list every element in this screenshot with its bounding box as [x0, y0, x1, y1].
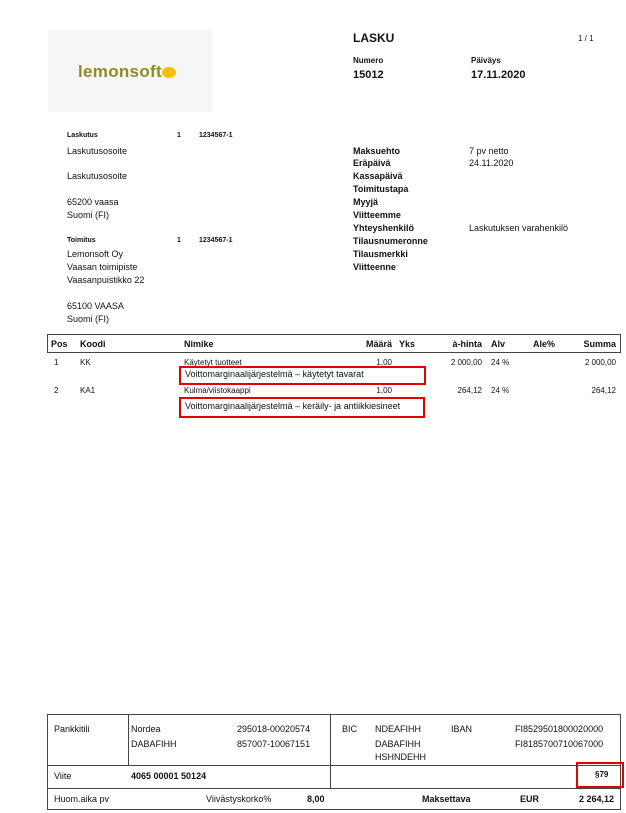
- our-reference-label: Viitteemme: [353, 210, 401, 220]
- col-header-unit-price: à-hinta: [452, 339, 482, 349]
- billing-customer-id: 1234567-1: [199, 132, 233, 139]
- row2-pos: 2: [54, 386, 59, 395]
- iban-label: IBAN: [451, 724, 473, 734]
- delivery-count: 1: [177, 237, 181, 244]
- delivery-address-line: Lemonsoft Oy: [67, 249, 124, 259]
- col-header-vat: Alv: [491, 339, 506, 349]
- table-header-rule: [47, 352, 621, 353]
- billing-address-line: Laskutusosoite: [67, 146, 128, 156]
- row2-quantity: 1,00: [376, 386, 392, 395]
- row1-item: Käytetyt tuotteet: [184, 358, 242, 367]
- delivery-customer-id: 1234567-1: [199, 237, 233, 244]
- late-interest-value: 8,00: [307, 794, 325, 804]
- delivery-address-line: Vaasan toimipiste: [67, 262, 138, 272]
- currency: EUR: [520, 794, 540, 804]
- row1-note: Voittomarginaalijärjestelmä – käytetyt tavarat: [185, 369, 364, 379]
- bank2-account: 857007-10067151: [237, 739, 311, 749]
- invoice-date: 17.11.2020: [471, 69, 526, 81]
- contact-person-label: Yhteyshenkilö: [353, 223, 415, 233]
- row1-code: KK: [80, 358, 91, 367]
- footer-rule: [47, 765, 621, 766]
- section-mark: §79: [595, 770, 609, 779]
- delivery-label: Toimitus: [67, 237, 96, 244]
- bank1-name: Nordea: [131, 724, 161, 734]
- document-title: LASKU: [353, 31, 395, 45]
- order-number-label: Tilausnumeronne: [353, 236, 428, 246]
- invoice-number-label: Numero: [353, 56, 384, 65]
- seller-label: Myyjä: [353, 197, 379, 207]
- bank-account-label: Pankkitili: [54, 724, 90, 734]
- logo-text: lemonsoft: [78, 62, 162, 81]
- invoice-number: 15012: [353, 69, 384, 81]
- order-mark-label: Tilausmerkki: [353, 249, 408, 259]
- payment-term-label: Maksuehto: [353, 146, 401, 156]
- notice-time-label: Huom.aika pv: [54, 794, 110, 804]
- row2-code: KA1: [80, 386, 96, 395]
- reference-label: Viite: [54, 771, 72, 781]
- iban-number: FI8529501800020000: [515, 724, 604, 734]
- payment-term-value: 7 pv netto: [469, 146, 509, 156]
- footer-rule: [47, 788, 621, 789]
- your-reference-label: Viitteenne: [353, 262, 396, 272]
- row2-unit-price: 264,12: [457, 386, 482, 395]
- late-interest-label: Viivästyskorko%: [206, 794, 272, 804]
- row1-pos: 1: [54, 358, 59, 367]
- bic-code: HSHNDEHH: [375, 752, 427, 762]
- delivery-address-line: Vaasanpuistikko 22: [67, 275, 145, 285]
- amount-due-label: Maksettava: [422, 794, 471, 804]
- col-header-total: Summa: [583, 339, 616, 349]
- row1-unit-price: 2 000,00: [450, 358, 482, 367]
- billing-country: Suomi (FI): [67, 210, 110, 220]
- col-header-discount: Ale%: [532, 339, 555, 349]
- cash-date-label: Kassapäivä: [353, 171, 403, 181]
- delivery-postal: 65100 VAASA: [67, 301, 124, 311]
- col-header-item: Nimike: [184, 339, 214, 349]
- bic-code: DABAFIHH: [375, 739, 421, 749]
- row2-item: Kulma/viistokaappi: [184, 386, 251, 395]
- amount-due-total: 2 264,12: [578, 794, 614, 804]
- bic-label: BIC: [342, 724, 358, 734]
- bic-code: NDEAFIHH: [375, 724, 422, 734]
- billing-postal: 65200 vaasa: [67, 197, 119, 207]
- billing-label: Laskutus: [67, 132, 98, 139]
- logo-lemon-icon: [162, 67, 176, 78]
- delivery-method-label: Toimitustapa: [353, 184, 409, 194]
- billing-address-line: Laskutusosoite: [67, 171, 128, 181]
- row1-total: 2 000,00: [584, 358, 616, 367]
- row2-total: 264,12: [591, 386, 616, 395]
- billing-count: 1: [177, 132, 181, 139]
- col-header-code: Koodi: [80, 339, 106, 349]
- table-top-rule: [47, 334, 621, 335]
- row1-quantity: 1,00: [376, 358, 392, 367]
- table-header-left-rule: [47, 334, 48, 353]
- bank2-name: DABAFIHH: [131, 739, 177, 749]
- col-header-pos: Pos: [51, 339, 68, 349]
- row1-vat: 24 %: [491, 358, 510, 367]
- contact-person-value: Laskutuksen varahenkilö: [469, 223, 569, 233]
- col-header-unit: Yks: [399, 339, 416, 349]
- row2-vat: 24 %: [491, 386, 510, 395]
- due-date-label: Eräpäivä: [353, 158, 391, 168]
- bank1-account: 295018-00020574: [237, 724, 311, 734]
- footer-col-rule: [128, 714, 129, 765]
- due-date-value: 24.11.2020: [469, 158, 514, 168]
- reference-number: 4065 00001 50124: [131, 771, 207, 781]
- invoice-date-label: Päiväys: [471, 56, 501, 65]
- page-number: 1 / 1: [578, 34, 594, 43]
- delivery-country: Suomi (FI): [67, 314, 110, 324]
- col-header-quantity: Määrä: [366, 339, 393, 349]
- iban-number: FI8185700710067000: [515, 739, 604, 749]
- row2-note: Voittomarginaalijärjestelmä – keräily- ja antiikkiesineet: [185, 401, 401, 411]
- footer-col-rule: [330, 714, 331, 788]
- table-header-right-rule: [620, 334, 621, 353]
